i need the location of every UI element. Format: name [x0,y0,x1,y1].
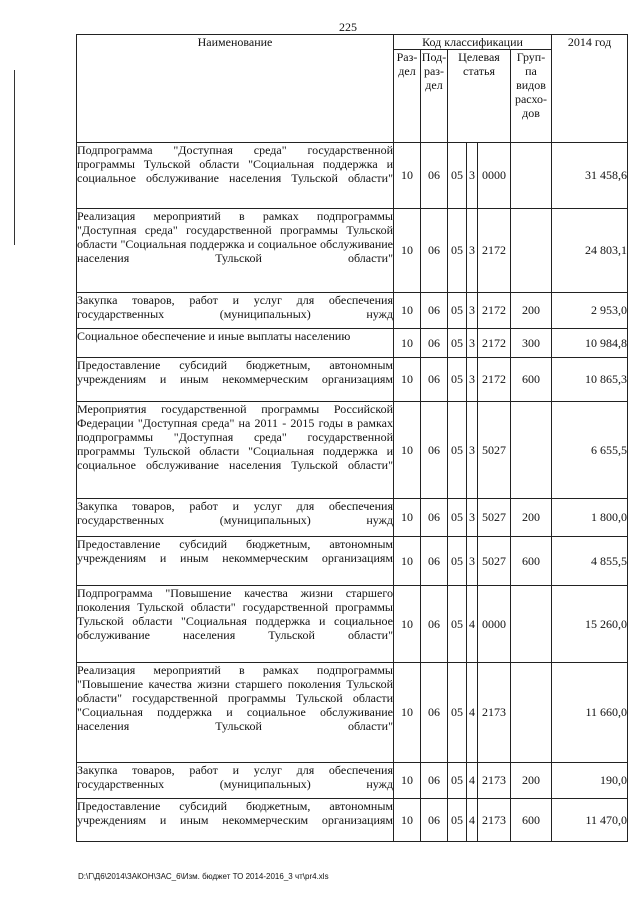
row-amount: 31 458,6 [552,143,628,209]
page-number: 225 [339,20,357,34]
row-target-code: 2172 [478,293,511,329]
row-razdel: 10 [394,499,421,537]
row-target-code: 2173 [478,799,511,842]
row-expense-group [511,209,552,293]
row-amount: 11 470,0 [552,799,628,842]
row-podrazdel: 06 [421,763,448,799]
row-podrazdel: 06 [421,402,448,499]
row-expense-group: 200 [511,499,552,537]
row-target-program: 05 [448,763,467,799]
row-name: Подпрограмма "Доступная среда" государственной программы Тульской области "Социальная поддержка и социальное обслуживание населения Тульской области" [77,143,394,209]
row-podrazdel: 06 [421,586,448,663]
table-row [77,293,628,329]
row-expense-group [511,402,552,499]
row-amount: 1 800,0 [552,499,628,537]
row-razdel: 10 [394,586,421,663]
row-name: Предоставление субсидий бюджетным, автономным учреждениям и иным некоммерческим организациям [77,799,394,842]
row-target-subprogram: 4 [467,763,478,799]
row-amount: 24 803,1 [552,209,628,293]
row-podrazdel: 06 [421,358,448,402]
row-razdel: 10 [394,402,421,499]
row-expense-group [511,663,552,763]
row-podrazdel: 06 [421,293,448,329]
header-code: Код классификации [394,35,552,50]
table-row [77,209,628,293]
row-target-code: 2173 [478,663,511,763]
row-name: Закупка товаров, работ и услуг для обеспечения государственных (муниципальных) нужд [77,499,394,537]
row-target-program: 05 [448,209,467,293]
row-amount: 11 660,0 [552,663,628,763]
row-razdel: 10 [394,763,421,799]
row-expense-group: 600 [511,537,552,586]
row-name: Реализация мероприятий в рамках подпрограммы "Доступная среда" государственной программы Тульской области "Социальная поддержка и социальное обслуживание населения Тульской области" [77,209,394,293]
row-expense-group: 200 [511,293,552,329]
row-razdel: 10 [394,143,421,209]
row-podrazdel: 06 [421,799,448,842]
row-target-subprogram: 4 [467,799,478,842]
row-target-code: 2172 [478,358,511,402]
row-target-subprogram: 3 [467,293,478,329]
row-target-subprogram: 3 [467,329,478,358]
row-target-code: 0000 [478,586,511,663]
row-razdel: 10 [394,663,421,763]
row-podrazdel: 06 [421,209,448,293]
row-amount: 10 984,8 [552,329,628,358]
row-name: Социальное обеспечение и иные выплаты населению [77,329,394,358]
row-target-subprogram: 4 [467,586,478,663]
table-row [77,143,628,209]
row-target-code: 5027 [478,537,511,586]
row-target-program: 05 [448,293,467,329]
row-podrazdel: 06 [421,537,448,586]
row-name: Подпрограмма "Повышение качества жизни старшего поколения Тульской области" государственной программы Тульской области "Социальная поддержка и социальное обслуживание населения Тульской области" [77,586,394,663]
row-target-program: 05 [448,663,467,763]
row-razdel: 10 [394,209,421,293]
row-target-program: 05 [448,799,467,842]
file-path-footer: D:\Г\Д6\2014\ЗАКОН\ЗАС_6\Изм. бюджет ТО 2014-2016_3 чт\pr4.xls [78,872,329,881]
row-expense-group: 600 [511,358,552,402]
row-podrazdel: 06 [421,663,448,763]
row-expense-group [511,143,552,209]
row-razdel: 10 [394,293,421,329]
row-name: Предоставление субсидий бюджетным, автономным учреждениям и иным некоммерческим организациям [77,537,394,586]
row-target-program: 05 [448,586,467,663]
row-target-code: 2172 [478,209,511,293]
row-target-program: 05 [448,143,467,209]
row-amount: 2 953,0 [552,293,628,329]
row-name: Предоставление субсидий бюджетным, автономным учреждениям и иным некоммерческим организациям [77,358,394,402]
row-name: Закупка товаров, работ и услуг для обеспечения государственных (муниципальных) нужд [77,293,394,329]
row-target-code: 2172 [478,329,511,358]
row-target-program: 05 [448,537,467,586]
row-target-code: 2173 [478,763,511,799]
row-target-subprogram: 3 [467,537,478,586]
table-row [77,329,628,358]
row-name: Закупка товаров, работ и услуг для обеспечения государственных (муниципальных) нужд [77,763,394,799]
row-name: Реализация мероприятий в рамках подпрограммы "Повышение качества жизни старшего поколения Тульской области" государственной программы Тульской области "Социальная поддержка и социальное обслуживание населения Тульской области" [77,663,394,763]
row-razdel: 10 [394,799,421,842]
header-target: Целевая статья [448,50,511,143]
row-target-subprogram: 3 [467,143,478,209]
table-row [77,763,628,799]
row-target-subprogram: 3 [467,402,478,499]
header-razdel: Раз-дел [394,50,421,143]
margin-line [14,70,15,245]
header-year: 2014 год [552,35,628,143]
row-amount: 15 260,0 [552,586,628,663]
row-target-subprogram: 4 [467,663,478,763]
row-target-program: 05 [448,358,467,402]
table-row [77,499,628,537]
table-row [77,799,628,842]
row-target-code: 0000 [478,143,511,209]
row-podrazdel: 06 [421,143,448,209]
row-target-code: 5027 [478,499,511,537]
row-podrazdel: 06 [421,499,448,537]
row-razdel: 10 [394,329,421,358]
row-expense-group: 600 [511,799,552,842]
row-target-subprogram: 3 [467,499,478,537]
row-target-subprogram: 3 [467,209,478,293]
budget-table [76,34,628,842]
row-razdel: 10 [394,537,421,586]
row-amount: 6 655,5 [552,402,628,499]
row-expense-group: 300 [511,329,552,358]
row-expense-group: 200 [511,763,552,799]
table-row [77,537,628,586]
row-target-code: 5027 [478,402,511,499]
row-target-program: 05 [448,329,467,358]
row-target-program: 05 [448,402,467,499]
row-amount: 10 865,3 [552,358,628,402]
row-target-program: 05 [448,499,467,537]
row-amount: 190,0 [552,763,628,799]
row-amount: 4 855,5 [552,537,628,586]
table-row [77,358,628,402]
header-group: Груп-па видов расхо-дов [511,50,552,143]
row-razdel: 10 [394,358,421,402]
header-name: Наименование [77,35,394,143]
row-expense-group [511,586,552,663]
table-row [77,586,628,663]
row-name: Мероприятия государственной программы Российской Федерации "Доступная среда" на 2011 - 2015 годы в рамках подпрограммы "Доступная среда" государственной программы Тульской области "Социальная поддержка и социальное обслуживание населения Тульской области" [77,402,394,499]
header-podrazdel: Под-раз-дел [421,50,448,143]
table-row [77,402,628,499]
row-target-subprogram: 3 [467,358,478,402]
table-row [77,663,628,763]
row-podrazdel: 06 [421,329,448,358]
